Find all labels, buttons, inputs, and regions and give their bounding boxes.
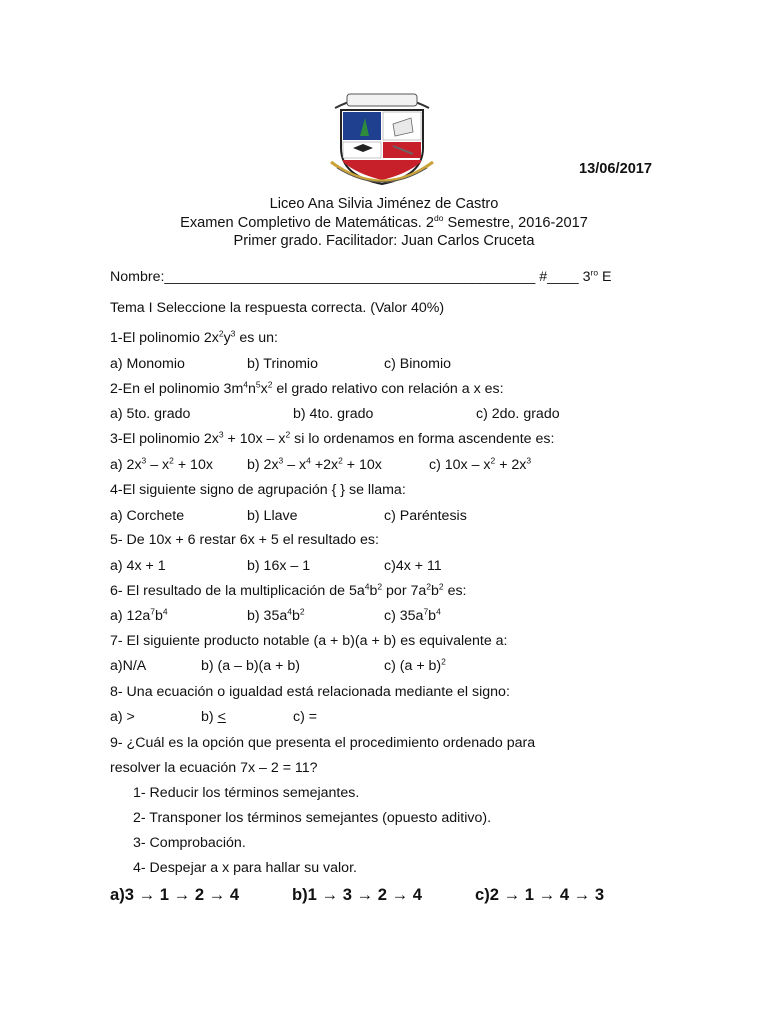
q6-option-c[interactable]: c) $35a^7b^4$ — [384, 606, 441, 624]
name-line[interactable]: Nombre:_______________________________________________ #____ $3^{ro}$ E — [110, 267, 612, 285]
q6-option-a[interactable]: a) $12a^7b^4$ — [110, 606, 168, 624]
question-3-options — [110, 457, 670, 475]
q2-option-a[interactable]: a) 5to. grado — [110, 406, 191, 422]
q7-option-b[interactable]: b) (a – b)(a + b) — [201, 658, 300, 674]
q3-option-a[interactable]: a) $2x^3 - x^2 + 10x$ — [110, 455, 213, 473]
question-6: 6- El resultado de la multiplicación de $5a^4b^2$ por $7a^2b^2$ es: — [110, 581, 467, 599]
school-name: Liceo Ana Silvia Jiménez de Castro — [269, 196, 499, 212]
q5-option-a[interactable]: a) 4x + 1 — [110, 558, 166, 574]
school-emblem — [327, 88, 437, 188]
q6-option-b[interactable]: b) $35a^4b^2$ — [247, 606, 305, 624]
question-8: 8- Una ecuación o igualdad está relacionada mediante el signo: — [110, 684, 510, 700]
exam-date: 13/06/2017 — [579, 161, 653, 177]
q1-option-c[interactable]: c) Binomio — [384, 356, 452, 372]
question-1: 1-El polinomio $2x^2y^3$ es un: — [110, 328, 278, 346]
q4-option-a[interactable]: a) Corchete — [110, 508, 185, 524]
q1-option-b[interactable]: b) Trinomio — [247, 356, 318, 372]
grade-facilitator: Primer grado. Facilitador: Juan Carlos Cruceta — [233, 233, 535, 249]
section-heading: Tema I Seleccione la respuesta correcta. (Valor 40%) — [110, 300, 445, 316]
question-9-line-2: resolver la ecuación 7x – 2 = 11? — [110, 760, 318, 776]
q9-step-1: 1- Reducir los términos semejantes. — [133, 785, 360, 801]
question-2-options — [110, 406, 670, 424]
question-5-options — [110, 558, 670, 576]
q8-option-b[interactable]: b) < — [201, 709, 226, 725]
q3-option-c[interactable]: c) $10x - x^2 + 2x^3$ — [429, 455, 532, 473]
q9-option-a[interactable]: a)3 → 1 → 2 → 4 — [110, 885, 240, 904]
q8-option-c[interactable]: c) = — [293, 709, 318, 725]
question-7: 7- El siguiente producto notable (a + b)(a + b) es equivalente a: — [110, 633, 508, 649]
question-2: 2-En el polinomio $3m^4n^5x^2$ el grado relativo con relación a x es: — [110, 379, 504, 397]
question-9-line-1: 9- ¿Cuál es la opción que presenta el procedimiento ordenado para — [110, 735, 536, 751]
q7-option-a[interactable]: a)N/A — [110, 658, 147, 674]
exam-title: Examen Completivo de Matemáticas. $2^{do}$ Semestre, 2016-2017 — [180, 213, 588, 231]
q2-option-b[interactable]: b) 4to. grado — [293, 406, 374, 422]
q7-option-c[interactable]: c) $(a + b)^2$ — [384, 656, 446, 674]
question-1-options — [110, 356, 670, 374]
q4-option-c[interactable]: c) Paréntesis — [384, 508, 467, 524]
question-5: 5- De 10x + 6 restar 6x + 5 el resultado es: — [110, 532, 379, 548]
question-3: 3-El polinomio $2x^3 + 10x - x^2$ si lo ordenamos en forma ascendente es: — [110, 429, 555, 447]
q8-option-a[interactable]: a) > — [110, 709, 135, 725]
question-4: 4-El siguiente signo de agrupación { } se llama: — [110, 482, 406, 498]
q9-step-4: 4- Despejar a x para hallar su valor. — [133, 860, 357, 876]
question-4-options — [110, 508, 670, 526]
q9-step-2: 2- Transponer los términos semejantes (opuesto aditivo). — [133, 810, 492, 826]
q9-step-3: 3- Comprobación. — [133, 835, 246, 851]
q1-option-a[interactable]: a) Monomio — [110, 356, 185, 372]
q9-option-b[interactable]: b)1 → 3 → 2 → 4 — [292, 885, 423, 904]
q9-option-c[interactable]: c)2 → 1 → 4 → 3 — [475, 885, 605, 904]
question-7-options — [110, 658, 670, 676]
question-8-options — [110, 709, 670, 727]
q4-option-b[interactable]: b) Llave — [247, 508, 298, 524]
q2-option-c[interactable]: c) 2do. grado — [476, 406, 560, 422]
q3-option-b[interactable]: b) $2x^3 - x^4 +2x^2 + 10x$ — [247, 455, 382, 473]
q5-option-c[interactable]: c)4x + 11 — [384, 558, 442, 574]
question-6-options — [110, 608, 670, 626]
q5-option-b[interactable]: b) 16x – 1 — [247, 558, 311, 574]
